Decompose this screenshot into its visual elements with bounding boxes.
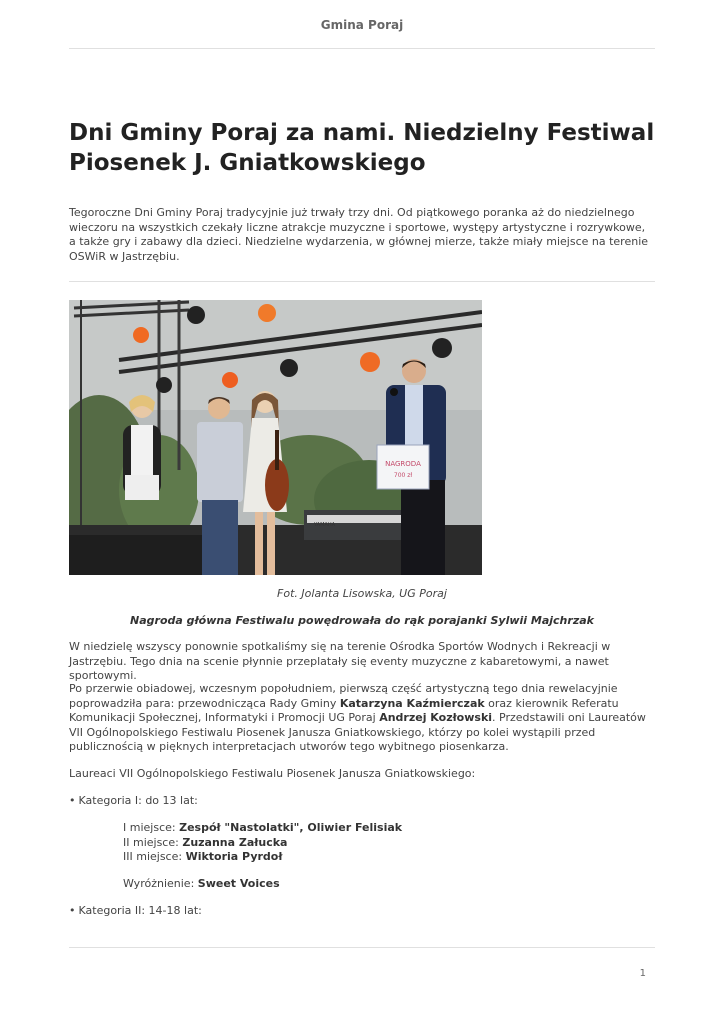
article-title: Dni Gminy Poraj za nami. Niedzielny Festiwal Piosenek J. Gniatkowskiego xyxy=(69,120,655,176)
category-1-distinction xyxy=(123,877,280,892)
category-1-winners xyxy=(123,821,402,865)
bullet-dot: • xyxy=(69,794,76,807)
presenter-name-1: Katarzyna Kaźmierczak xyxy=(339,696,485,710)
festival-stage-photo[interactable] xyxy=(69,300,482,575)
winner-place-1 xyxy=(123,821,402,836)
winner-place-2 xyxy=(123,836,402,851)
place-2-name: Zuzanna Załucka xyxy=(182,835,288,849)
paragraph-3: Laureaci VII Ogólnopolskiego Festiwalu Piosenek Janusza Gniatkowskiego: xyxy=(69,767,476,780)
category-1-label: Kategoria I: do 13 lat: xyxy=(78,794,198,807)
paragraph-2 xyxy=(69,682,655,755)
paragraph-1: W niedzielę wszyscy ponownie spotkaliśmy się na terenie Ośrodka Sportów Wodnych i Rekreacji w Jastrzębiu. Tego dnia na scenie płynnie przeplatały się eventy muzyczne z kabaretowymi, a nawet sportowymi. xyxy=(69,640,611,682)
photo-credit: Fot. Jolanta Lisowska, UG Poraj xyxy=(277,587,447,600)
site-header xyxy=(69,0,655,49)
list-item-category-2 xyxy=(69,904,202,919)
place-1-label: I miejsce: xyxy=(123,821,180,834)
article-lead: Tegoroczne Dni Gminy Poraj tradycyjnie już trwały trzy dni. Od piątkowego poranka aż do niedzielnego wieczoru na wszystkich czekały liczne atrakcje muzyczne i sportowe, występy artystyczne i rozrywkowe, a także gry i zabawy dla dzieci. Niedzielne wydarzenia, w głównej mierze, także miały miejsce na terenie OSWiR w Jastrzębiu. xyxy=(69,206,649,263)
distinction-label: Wyróżnienie: xyxy=(123,877,198,890)
paragraph-2-text-1: Po przerwie obiadowej, wczesnym popołudniem, pierwszą część artystyczną tego dnia rewelacyjnie poprowadziła para: przewodnicząca Rady Gminy xyxy=(69,682,618,710)
place-3-label: III miejsce: xyxy=(123,850,186,863)
paragraph-2-text-3: . Przedstawili oni Laureatów VII Ogólnopolskiego Festiwalu Piosenek Janusza Gniatkowskiego, którzy po kolei wystąpili przed publicznością w pięknych interpretacjach utworów tego wybitnego piosenkarza. xyxy=(69,711,646,753)
place-2-label: II miejsce: xyxy=(123,835,183,849)
place-1-name: Zespół "Nastolatki", Oliwier Felisiak xyxy=(179,821,403,834)
category-2-label: Kategoria II: 14-18 lat: xyxy=(78,904,202,917)
keyboard-brand-text: YAMAHA xyxy=(314,522,336,528)
bullet-dot: • xyxy=(69,904,76,917)
list-item-category-1 xyxy=(69,794,198,809)
page-number: 1 xyxy=(639,968,646,979)
place-3-name: Wiktoria Pyrdoł xyxy=(185,850,283,863)
site-name[interactable]: Gmina Poraj xyxy=(320,18,404,32)
separator-top xyxy=(69,281,655,282)
prize-sign-line2: 700 zł xyxy=(393,472,413,479)
separator-bottom xyxy=(69,947,655,948)
paragraph-2-text-2: oraz kierownik Referatu Komunikacji Społecznej, Informatyki i Promocji UG Poraj xyxy=(69,696,619,724)
prize-sign-line1: NAGRODA xyxy=(385,460,421,468)
presenter-name-2: Andrzej Kozłowski xyxy=(379,711,493,724)
photo-caption: Nagroda główna Festiwalu powędrowała do rąk porajanki Sylwii Majchrzak xyxy=(130,614,594,627)
distinction-name: Sweet Voices xyxy=(197,877,280,890)
winner-place-3 xyxy=(123,850,402,865)
